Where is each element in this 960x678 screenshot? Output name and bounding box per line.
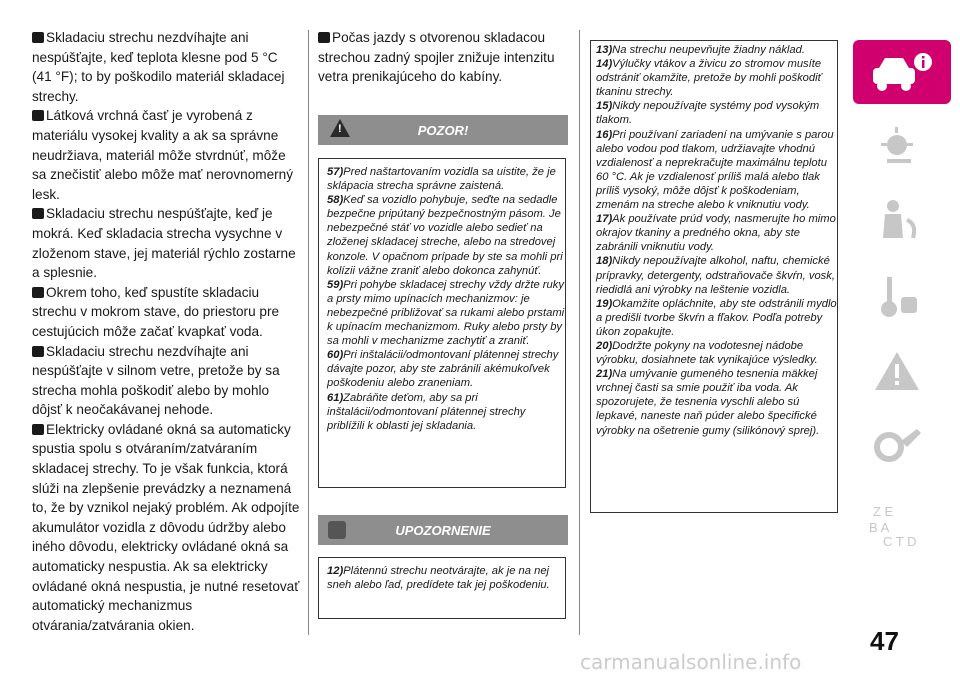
notice-item: 13)Na strechu neupevňujte žiadny náklad. bbox=[596, 44, 805, 56]
upozornenie-banner bbox=[318, 515, 568, 545]
seat-safety-icon[interactable] bbox=[853, 190, 951, 254]
paragraph: Skladaciu strechu nespúšťajte, keď je mokrá. Keď skladacia strecha vysychne v zloženom stave, jej materiál rýchlo zostarne a splesnie. bbox=[32, 206, 296, 281]
bullet-icon bbox=[32, 32, 44, 43]
key-start-icon[interactable] bbox=[853, 265, 951, 329]
warning-item: 61)Zabráňte deťom, aby sa pri inštalácii/odmontovaní plátennej strechy priblížili k oblasti jej skladania. bbox=[327, 391, 526, 432]
paragraph: Skladaciu strechu nezdvíhajte ani nespúšťajte v silnom vetre, pretože by sa strecha mohla poškodiť alebo by mohlo dôjsť k neočakávanej nehode. bbox=[32, 343, 280, 418]
pozor-title: POZOR! bbox=[417, 122, 469, 138]
notice-item: 18)Nikdy nepoužívajte alkohol, naftu, chemické prípravky, detergenty, odstraňovače škvŕn, vosk, riedidlá ani výrobky na leštenie vozidla. bbox=[596, 255, 835, 296]
svg-text:B A: B A bbox=[869, 520, 890, 535]
warning-item: 57)Pred naštartovaním vozidla sa uistite, že je sklápacia strecha správne zaistená. bbox=[327, 166, 556, 193]
notice-item: 16)Pri používaní zariadení na umývanie s parou alebo vodou pod tlakom, udržiavajte vhodnú vzdialenosť a neprekračujte maximálnu teplotu 60 °C. Ak je vzdialenosť príliš malá alebo tlak príliš vysoký, môže dôjsť k poškodeniam, zmenám na streche alebo k vniknutiu vody. bbox=[596, 128, 834, 212]
svg-text:C T D: C T D bbox=[883, 534, 917, 548]
upozornenie-title: UPOZORNENIE bbox=[395, 522, 491, 538]
watermark: carmanualsonline.info bbox=[580, 650, 802, 674]
bullet-icon bbox=[32, 424, 44, 435]
column-divider bbox=[308, 30, 309, 635]
pozor-box bbox=[318, 158, 566, 488]
svg-text:Z E: Z E bbox=[873, 504, 894, 519]
paragraph: Elektricky ovládané okná sa automaticky spustia spolu s otváraním/zatváraním skladacej strechy. To je však funkcia, ktorá slúži na zlepšenie prevádzky a neznamená to, že by vznikol nejaký problém. Ak odpojíte akumulátor vozidla z dôvodu údržby alebo iného dôvodu, elektricky ovládané okná sa automaticky nespustia. Ak sa elektricky ovládané okná nespustia, je nutné resetovať automatický mechanizmus otvárania/zatvárania okien. bbox=[32, 421, 300, 633]
car-note-icon bbox=[328, 521, 346, 539]
warning-item: 60)Pri inštalácii/odmontovaní plátennej strechy dávajte pozor, aby ste zabránili akémukoľvek poškodeniu alebo zraneniam. bbox=[327, 349, 559, 390]
page-number: 47 bbox=[870, 626, 899, 656]
notice-item: 12)Plátennú strechu neotvárajte, ak je na nej sneh alebo ľad, predídete tak jej poškodeniu. bbox=[327, 565, 550, 592]
paragraph: Skladaciu strechu nezdvíhajte ani nespúšťajte, keď teplota klesne pod 5 °C (41 °F); to by poškodilo materiál skladacej strechy. bbox=[32, 30, 285, 104]
column-1 bbox=[32, 28, 300, 635]
pozor-banner bbox=[318, 115, 568, 145]
bullet-icon bbox=[318, 32, 330, 43]
column-divider bbox=[579, 30, 580, 635]
paragraph: Okrem toho, keď spustíte skladaciu strechu v mokrom stave, do priestoru pre cestujúcich môže začať kvapkať voda. bbox=[32, 284, 280, 339]
notice-item: 21)Na umývanie gumeného tesnenia mäkkej vrchnej časti sa smie použiť iba voda. Ak spozorujete, že tesnenia vyschli alebo sú lepkavé, naneste naň púder alebo špecifické výrobky na ošetrenie gumy (silikónový sprej). bbox=[596, 368, 820, 437]
chapter-tabs bbox=[853, 40, 951, 565]
notice-item: 14)Výlučky vtákov a živicu zo stromov musíte odstrániť okamžite, pretože by mohli poškodiť tkaninu strechy. bbox=[596, 58, 822, 99]
notice-item: 15)Nikdy nepoužívajte systémy pod vysokým tlakom. bbox=[596, 100, 820, 127]
column-3-notice-box bbox=[590, 40, 838, 513]
specs-icon[interactable] bbox=[853, 490, 951, 554]
warning-triangle-icon: ! bbox=[330, 119, 350, 137]
column-2 bbox=[318, 28, 570, 87]
warning-item: 58)Keď sa vozidlo pohybuje, seďte na sedadle bezpečne pripútaný bezpečnostným pásom. Je nebezpečné stáť vo vozidle alebo sedieť na zloženej skladacej streche, alebo na stredovej konzole. V opačnom prípade by ste sa mohli pri kolízii vážne zraniť alebo dokonca zahynúť. bbox=[327, 194, 563, 277]
notice-item: 20)Dodržte pokyny na vodotesnej nádobe výrobku, dosiahnete tak vynikajúce výsledky. bbox=[596, 339, 818, 367]
warning-triangle-icon[interactable] bbox=[853, 340, 951, 404]
car-info-icon[interactable] bbox=[853, 40, 951, 104]
dashboard-lights-icon[interactable] bbox=[853, 115, 951, 179]
intro-paragraph: Počas jazdy s otvorenou skladacou strechou zadný spojler znižuje intenzitu vetra prenikajúceho do kabíny. bbox=[318, 30, 555, 85]
upozornenie-box bbox=[318, 557, 566, 619]
service-tools-icon[interactable] bbox=[853, 415, 951, 479]
bullet-icon bbox=[32, 110, 44, 121]
warning-item: 59)Pri pohybe skladacej strechy vždy držte ruky a prsty mimo upínacích mechanizmov: je nebezpečné približovať sa rukami alebo prstami k upínacím mechanizmom. Ruky alebo prsty by sa mohli v mechanizme zachytiť a zraniť. bbox=[327, 278, 565, 348]
bullet-icon bbox=[32, 287, 44, 298]
bullet-icon bbox=[32, 208, 44, 219]
paragraph: Látková vrchná časť je vyrobená z materiálu vysokej kvality a ak sa správne neudržiava, materiál môže stvrdnúť, môže sa znečistiť alebo môže mať nerovnomerný lesk. bbox=[32, 108, 294, 202]
notice-item: 17)Ak používate prúd vody, nasmerujte ho mimo okrajov tkaniny a predného okna, aby ste zabránili vniknutiu vody. bbox=[596, 213, 836, 254]
bullet-icon bbox=[32, 346, 44, 357]
notice-item: 19)Okamžite opláchnite, aby ste odstránili mydlo a predišli tvorbe škvŕn a fľakov. Podľa potreby úkon zopakujte. bbox=[596, 297, 837, 338]
